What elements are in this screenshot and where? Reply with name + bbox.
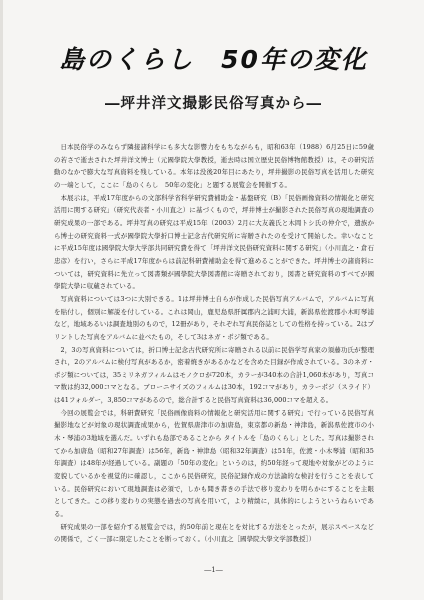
body-text — [54, 141, 374, 546]
paragraph: 本展示は，平成17年度からの文部科学省科学研究費補助金・基盤研究（B）「民俗画像資料の情報化と研究活用に関する研究」（研究代表者・小川直之）に基づくもので，坪井博士が撮影された民俗写真の現地調査の研究成果の一部である。坪井写真の研究は平成15年（2003）2月に大友義氏と木岡トシ氏の仲介で，遺族から博士の研究資料一式が國學院大學折口博士記念古代研究所に寄贈されたのを受けて開始した。幸いなことに平成15年度は國學院大學大学部共同研究費を得て「坪井洋文民俗研究資料に関する研究」（小川直之・倉石忠彦）を行い，さらに平成17年度からは前記科研費補助金を得て進めることができた。坪井博士の諸資料については，研究資料に先立って図書類が國學院大學図書館に寄贈されており，図書と研究資料のすべてが國學院大學に収蔵されている。 — [54, 193, 374, 291]
paragraph: 日本民俗学のみならず隣接諸科学にも多大な影響力をもちながらも，昭和63年（1988）6月25日に59歳の若さで逝去された坪井洋文博士（元國學院大學教授，逝去時は国立歴史民俗博物館教授）は，その研究活動のなかで膨大な写真資料を残している。本年は没後20年目にあたり，坪井撮影の民俗写真を活用した研究の一端として，ここに「島のくらし 50年の変化」と題する展覧会を開催する。 — [54, 143, 374, 189]
page-number: ―1― — [204, 566, 223, 574]
page-subtitle: ―坪井洋文撮影民俗写真から― — [105, 96, 322, 112]
paragraph: 研究成果の一部を紹介する展覧会では，約50年前と現在とを対比する方法をとったが，展示スペースなどの関係で，ごく一部に限定したことを断っておく。（小川直之［國學院大學文学部教授］） — [54, 522, 374, 544]
page-title: 島のくらし 50年の変化 — [59, 45, 368, 74]
paragraph: 2，3の写真資料については，折口博士記念古代研究所に寄贈される以前に民俗学写真家の須藤功氏が整理され，2のアルバムに検付写真があるか，密着焼きがあるかなどを含めた目録が作成されている。3のネガ・ポジ類については，35ミリネガフィルムはモノクロが720本，カラーが340本の合計1,060本があり，写真コマ数は約32,000コマとなる。ブローニサイズのフィルムは30本，192コマがあり，カラーポジ（スライド）は41フォルダー，3,850コマがあるので，総合計すると民俗写真資料は36,000コマを超える。 — [54, 345, 374, 405]
paragraph: 今回の展覧会では，科研費研究「民俗画像資料の情報化と研究活用に関する研究」で行っている民俗写真撮影地などが対象の現状調査成果から，佐賀県唐津市の加唐島，東京都の新島・神津島，新潟県佐渡市の小木・琴浦の3地域を選んだ。いずれも島部であることから タイトルを「島のくらし」とした。写真は撮影されてから加唐島（昭和27年調査）は56年，新島・神津島（昭和32年調査）は51年，佐渡・小木琴浦（昭和35年調査）は48年が経過している。副題の「50年の変化」というのは，約50年経って現地や対象がどのように変貌しているかを視覚的に確認し，ここから民俗研究，民俗記録作成の方法論的な検討を行うことを表している。民俗研究において現地調査は必須で，しかも聞き書きの手法で移り変わりを明らかにすることを主眼としてきた。この移り変わりの実態を過去の写真を用いて，より精緻に，具体的にしようというねらいである。 — [54, 408, 375, 519]
paragraph: 写真資料については3つに大別できる。1は坪井博士自らが作成した民俗写真アルバムで，アルバムに写真を貼付し，個別に解説を付している。これは岡山，鹿児島県肝属郡内之浦町大浦，新潟県佐渡郡小木町琴浦など，地域あるいは調査地別のもので，12冊があり，それぞれ写真民俗誌としての性格を持っている。2はプリントした写真をアルバムに並べたもの，そして3はネガ・ポジ類である。 — [54, 294, 374, 341]
